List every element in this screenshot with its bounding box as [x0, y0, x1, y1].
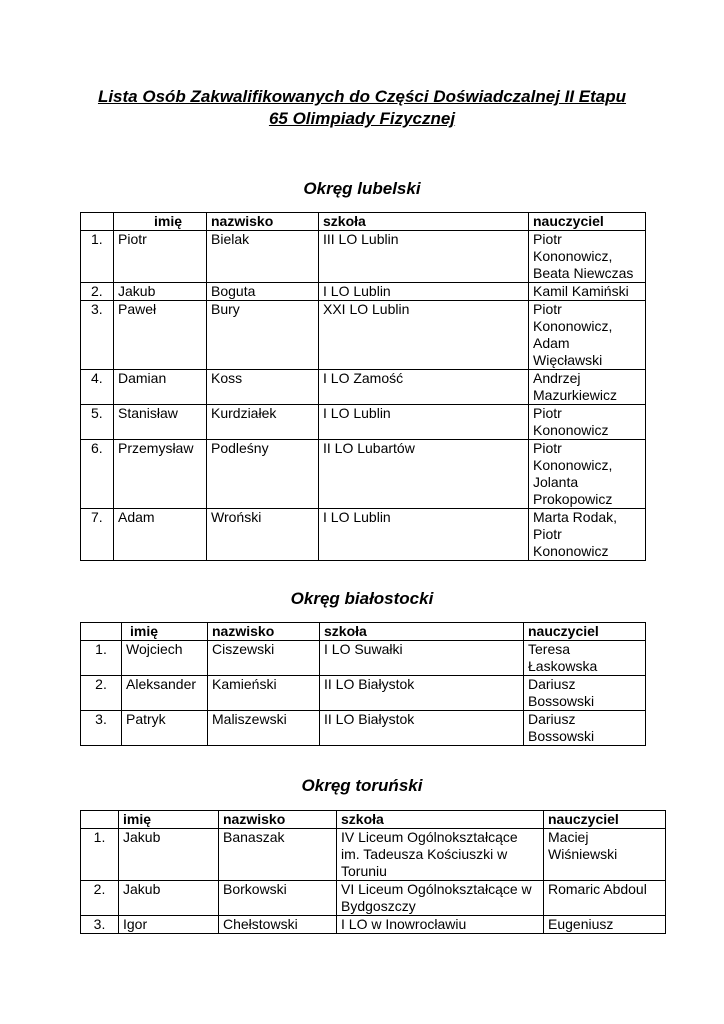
cell-imie: Paweł: [114, 301, 207, 370]
header-imie: imię: [119, 811, 219, 829]
cell-nazwisko: Ciszewski: [208, 641, 320, 676]
cell-nazwisko: Borkowski: [219, 881, 337, 916]
cell-nazwisko: Kamieński: [208, 676, 320, 711]
header-nr: [81, 811, 119, 829]
header-imie: imię: [114, 213, 207, 231]
table-row: [81, 711, 646, 746]
cell-nazwisko: Kurdziałek: [207, 405, 319, 440]
header-nr: [81, 623, 122, 641]
cell-nauczyciel: Kamil Kamiński: [529, 283, 646, 301]
table-row: [81, 301, 646, 370]
table-row: [81, 676, 646, 711]
header-nauczyciel: nauczyciel: [544, 811, 666, 829]
cell-imie: Stanisław: [114, 405, 207, 440]
cell-szkola: I LO Lublin: [319, 283, 529, 301]
cell-szkola: IV Liceum Ogólnokształcące im. Tadeusza Kościuszki w Toruniu: [337, 829, 544, 881]
table-row: [81, 509, 646, 561]
cell-nazwisko: Banaszak: [219, 829, 337, 881]
cell-szkola: VI Liceum Ogólnokształcące w Bydgoszczy: [337, 881, 544, 916]
table-header-row: [81, 811, 666, 829]
cell-nr: 1.: [81, 231, 114, 283]
cell-szkola: II LO Lubartów: [319, 440, 529, 509]
document-title-line2: 65 Olimpiady Fizycznej: [268, 109, 456, 128]
table-row: [81, 440, 646, 509]
cell-nazwisko: Bury: [207, 301, 319, 370]
cell-nr: 4.: [81, 370, 114, 405]
header-nazwisko: nazwisko: [219, 811, 337, 829]
header-nazwisko: nazwisko: [207, 213, 319, 231]
cell-nr: 1.: [81, 641, 122, 676]
cell-szkola: III LO Lublin: [319, 231, 529, 283]
table-row: [81, 916, 666, 934]
cell-imie: Aleksander: [122, 676, 208, 711]
table-row: [81, 405, 646, 440]
table-row: [81, 641, 646, 676]
cell-nazwisko: Maliszewski: [208, 711, 320, 746]
cell-nauczyciel: Maciej Wiśniewski: [544, 829, 666, 881]
cell-imie: Jakub: [114, 283, 207, 301]
cell-nr: 5.: [81, 405, 114, 440]
cell-nauczyciel: Eugeniusz: [544, 916, 666, 934]
cell-imie: Adam: [114, 509, 207, 561]
document-title-line1: Lista Osób Zakwalifikowanych do Części Doświadczalnej II Etapu: [97, 87, 627, 106]
table-row: [81, 231, 646, 283]
cell-szkola: I LO Lublin: [319, 509, 529, 561]
table-header-row: [81, 623, 646, 641]
cell-nauczyciel: Andrzej Mazurkiewicz: [529, 370, 646, 405]
header-szkola: szkoła: [319, 213, 529, 231]
cell-imie: Piotr: [114, 231, 207, 283]
cell-nauczyciel: Piotr Kononowicz: [529, 405, 646, 440]
header-szkola: szkoła: [320, 623, 524, 641]
table-header-row: [81, 213, 646, 231]
cell-nazwisko: Koss: [207, 370, 319, 405]
table-torunski: [80, 810, 666, 934]
cell-szkola: XXI LO Lublin: [319, 301, 529, 370]
cell-szkola: II LO Białystok: [320, 676, 524, 711]
cell-nauczyciel: Piotr Kononowicz, Jolanta Prokopowicz: [529, 440, 646, 509]
cell-nauczyciel: Piotr Kononowicz, Beata Niewczas: [529, 231, 646, 283]
header-imie: imię: [122, 623, 208, 641]
cell-nazwisko: Wroński: [207, 509, 319, 561]
header-nr: [81, 213, 114, 231]
table-row: [81, 829, 666, 881]
cell-nr: 3.: [81, 301, 114, 370]
header-nauczyciel: nauczyciel: [524, 623, 646, 641]
cell-imie: Wojciech: [122, 641, 208, 676]
cell-szkola: I LO Zamość: [319, 370, 529, 405]
header-nazwisko: nazwisko: [208, 623, 320, 641]
cell-nr: 1.: [81, 829, 119, 881]
cell-imie: Patryk: [122, 711, 208, 746]
cell-nauczyciel: Romaric Abdoul: [544, 881, 666, 916]
cell-szkola: I LO Lublin: [319, 405, 529, 440]
cell-szkola: II LO Białystok: [320, 711, 524, 746]
cell-szkola: I LO Suwałki: [320, 641, 524, 676]
section-title-lubelski: Okręg lubelski: [303, 179, 421, 198]
cell-nauczyciel: Marta Rodak, Piotr Kononowicz: [529, 509, 646, 561]
cell-nr: 2.: [81, 676, 122, 711]
cell-imie: Damian: [114, 370, 207, 405]
cell-nazwisko: Podleśny: [207, 440, 319, 509]
cell-nazwisko: Boguta: [207, 283, 319, 301]
cell-nr: 3.: [81, 711, 122, 746]
cell-nauczyciel: Dariusz Bossowski: [524, 676, 646, 711]
cell-nr: 6.: [81, 440, 114, 509]
cell-nauczyciel: Teresa Łaskowska: [524, 641, 646, 676]
cell-nauczyciel: Dariusz Bossowski: [524, 711, 646, 746]
cell-nr: 2.: [81, 881, 119, 916]
cell-imie: Jakub: [119, 881, 219, 916]
cell-imie: Jakub: [119, 829, 219, 881]
cell-nazwisko: Bielak: [207, 231, 319, 283]
cell-szkola: I LO w Inowrocławiu: [337, 916, 544, 934]
table-bialostocki: [80, 622, 646, 746]
cell-nauczyciel: Piotr Kononowicz, Adam Więcławski: [529, 301, 646, 370]
table-row: [81, 881, 666, 916]
header-szkola: szkoła: [337, 811, 544, 829]
section-title-bialostocki: Okręg białostocki: [290, 589, 434, 608]
header-nauczyciel: nauczyciel: [529, 213, 646, 231]
section-title-torunski: Okręg toruński: [301, 776, 423, 795]
cell-imie: Przemysław: [114, 440, 207, 509]
table-row: [81, 283, 646, 301]
cell-nr: 2.: [81, 283, 114, 301]
table-lubelski: [80, 212, 646, 561]
cell-nazwisko: Chełstowski: [219, 916, 337, 934]
cell-nr: 7.: [81, 509, 114, 561]
cell-imie: Igor: [119, 916, 219, 934]
table-row: [81, 370, 646, 405]
cell-nr: 3.: [81, 916, 119, 934]
